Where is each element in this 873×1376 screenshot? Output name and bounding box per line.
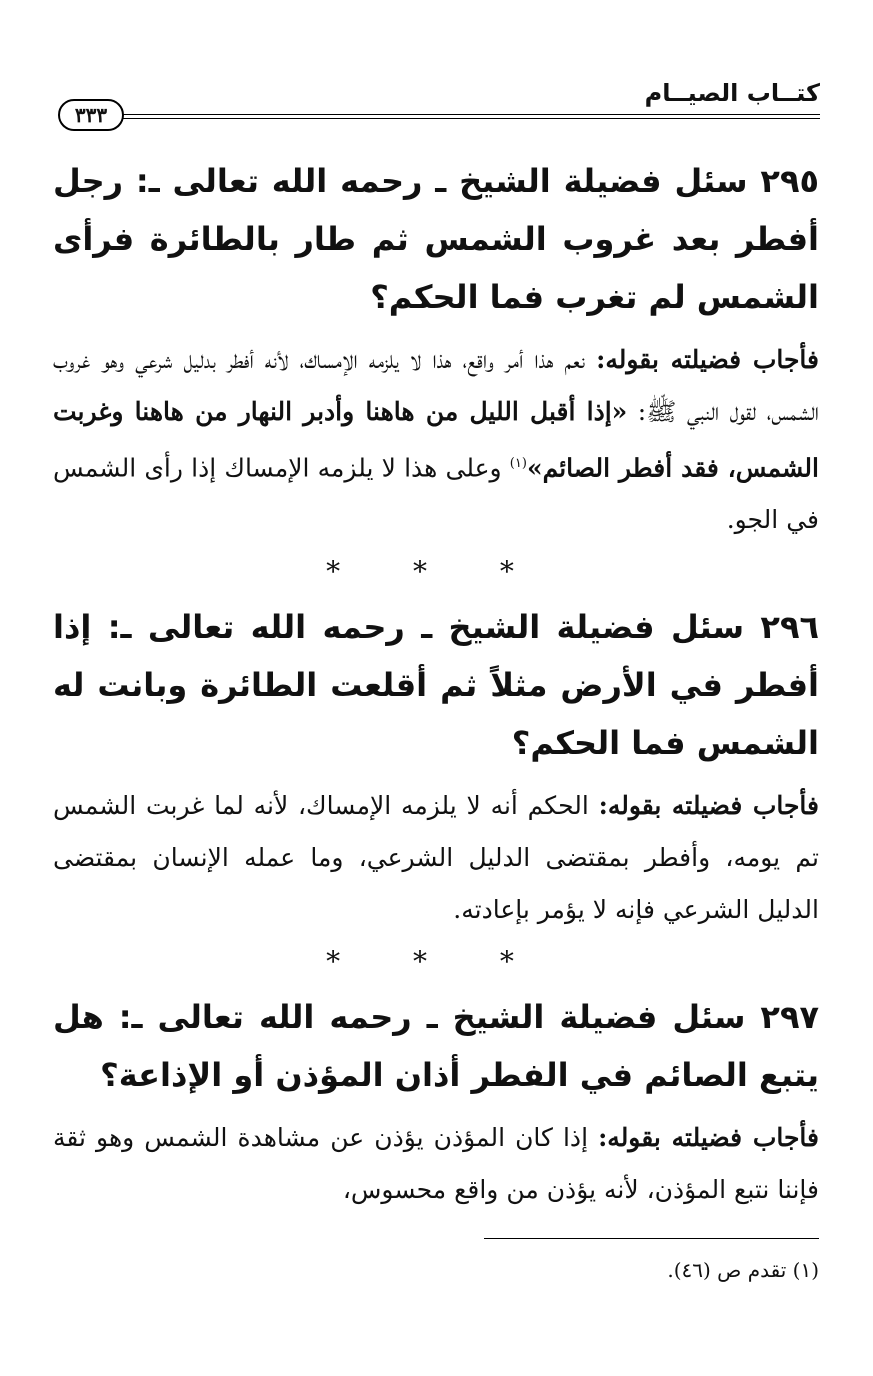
footnote-rule (484, 1238, 819, 1239)
answer (53, 780, 819, 936)
question-text: سئل فضيلة الشيخ ـ رحمه الله تعالى ـ: رجل أفطر بعد غروب الشمس ثم طار بالطائرة فرأى الشمس لم تغرب فما الحكم؟ (53, 162, 819, 316)
page-content (53, 152, 819, 1216)
answer-lead: فأجاب فضيلته بقوله: (598, 1123, 819, 1153)
answer-lead: فأجاب فضيلته بقوله: (598, 791, 820, 821)
footnote-reference: (١) (509, 456, 527, 471)
entry-number: ٢٩٦ (760, 608, 820, 647)
entry-number: ٢٩٥ (760, 162, 820, 200)
question (53, 598, 819, 772)
answer (53, 1112, 819, 1216)
answer-text: إذا كان المؤذن يؤذن عن مشاهدة الشمس وهو ثقة فإننا نتبع المؤذن، لأنه يؤذن من واقع محسوس، (53, 1123, 819, 1205)
question (53, 988, 819, 1104)
entry-number: ٢٩٧ (760, 998, 820, 1037)
section-separator: * * * (326, 555, 546, 589)
header-rule (122, 114, 820, 119)
fatwa-entry (53, 152, 819, 546)
question-text: سئل فضيلة الشيخ ـ رحمه الله تعالى ـ: هل يتبع الصائم في الفطر أذان المؤذن أو الإذاعة؟ (53, 998, 819, 1095)
chapter-title: كتــاب الصيــام (644, 79, 820, 107)
question (53, 152, 819, 326)
fatwa-entry (53, 598, 819, 936)
page-number: ٣٣٣ (58, 99, 124, 131)
answer-text: وعلى هذا لا يلزمه الإمساك إذا رأى الشمس في الجو. (53, 453, 819, 535)
answer-lead: فأجاب فضيلته بقوله: (596, 345, 820, 374)
section-separator: * * * (326, 945, 546, 979)
answer (53, 334, 819, 546)
answer-text: نعم هذا أمر واقع، هذا لا يلزمه الإمساك، لأنه أفطر بدليل شرعي وهو غروب الشمس، لقول النبي ﷺ: (53, 345, 819, 426)
answer-text: الحكم أنه لا يلزمه الإمساك، لأنه لما غربت الشمس تم يومه، وأفطر بمقتضى الدليل الشرعي، وما عمله الإنسان بمقتضى الدليل الشرعي فإنه لا يؤمر بإعادته. (53, 791, 819, 925)
hadith-quote: «إذا أقبل الليل من هاهنا وأدبر النهار من هاهنا وغربت الشمس، فقد أفطر الصائم» (53, 397, 819, 483)
question-text: سئل فضيلة الشيخ ـ رحمه الله تعالى ـ: إذا أفطر في الأرض مثلاً ثم أقلعت الطائرة وبانت له الشمس فما الحكم؟ (53, 608, 819, 763)
running-header (58, 78, 820, 127)
footnote: (١) تقدم ص (٤٦). (667, 1258, 819, 1282)
fatwa-entry (53, 988, 819, 1216)
